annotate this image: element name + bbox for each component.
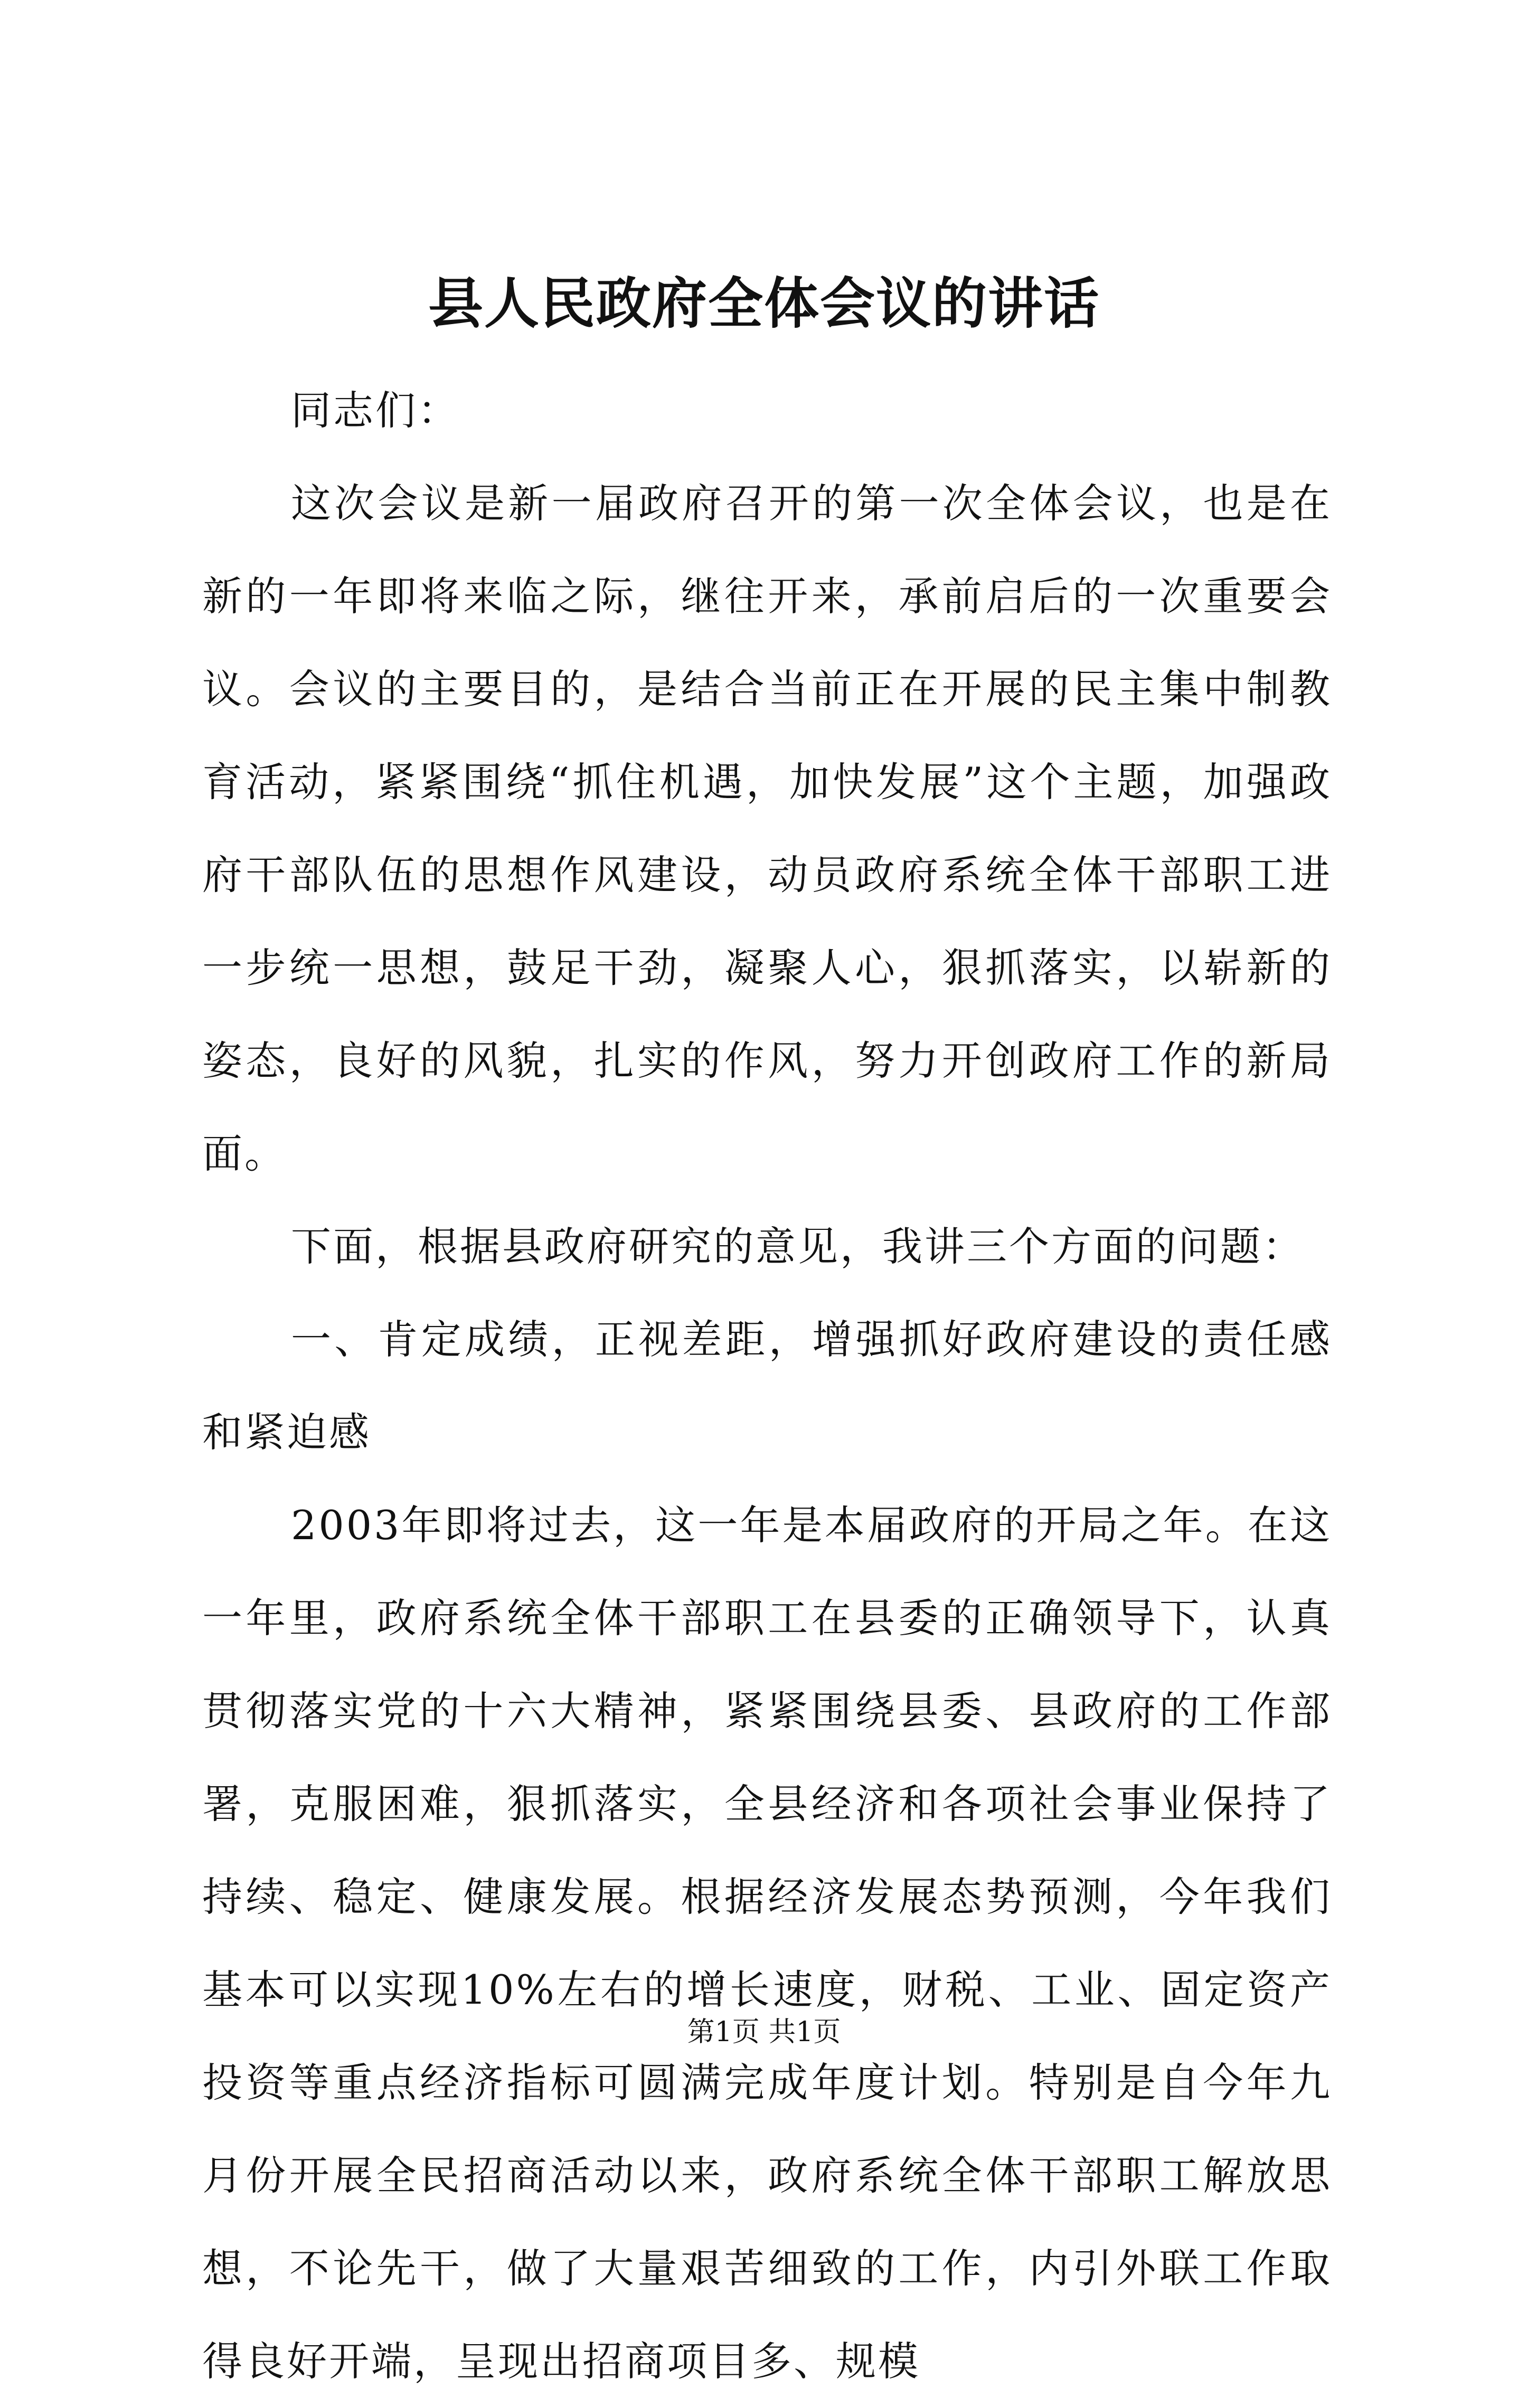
salutation-paragraph: 同志们： [291, 387, 460, 434]
body-paragraph: 下面，根据县政府研究的意见，我讲三个方面的问题： [291, 1223, 1305, 1270]
body-paragraph: 2003年即将过去，这一年是本届政府的开局之年。在这一年里，政府系统全体干部职工在县委的正确领导下，认真贯彻落实党的十六大精神，紧紧围绕县委、县政府的工作部署，克服困难，狠抓落实，全县经济和各项社会事业保持了持续、稳定、健康发展。根据经济发展态势预测，今年我们基本可以实现10%左右的增长速度，财税、工业、固定资产投资等重点经济指标可圆满完成年度计划。特别是自今年九月份开展全民招商活动以来，政府系统全体干部职工解放思想，不论先干，做了大量艰苦细致的工作，内引外联工作取得良好开端，呈现出招商项目多、规模 [202, 1502, 1332, 2385]
document-title: 县人民政府全体会议的讲话 [428, 271, 1100, 336]
body-paragraph: 这次会议是新一届政府召开的第一次全体会议，也是在新的一年即将来临之际，继往开来，承前启后的一次重要会议。会议的主要目的，是结合当前正在开展的民主集中制教育活动，紧紧围绕“抓住机遇，加快发展”这个主题，加强政府干部队伍的思想作风建设，动员政府系统全体干部职工进一步统一思想，鼓足干劲，凝聚人心，狠抓落实，以崭新的姿态，良好的风貌，扎实的作风，努力开创政府工作的新局面。 [202, 480, 1332, 1177]
page-number-footer: 第1页 共1页 [687, 2016, 841, 2048]
document-body [202, 364, 1332, 2408]
section-heading: 一、肯定成绩，正视差距，增强抓好政府建设的责任感和紧迫感 [202, 1316, 1332, 1456]
